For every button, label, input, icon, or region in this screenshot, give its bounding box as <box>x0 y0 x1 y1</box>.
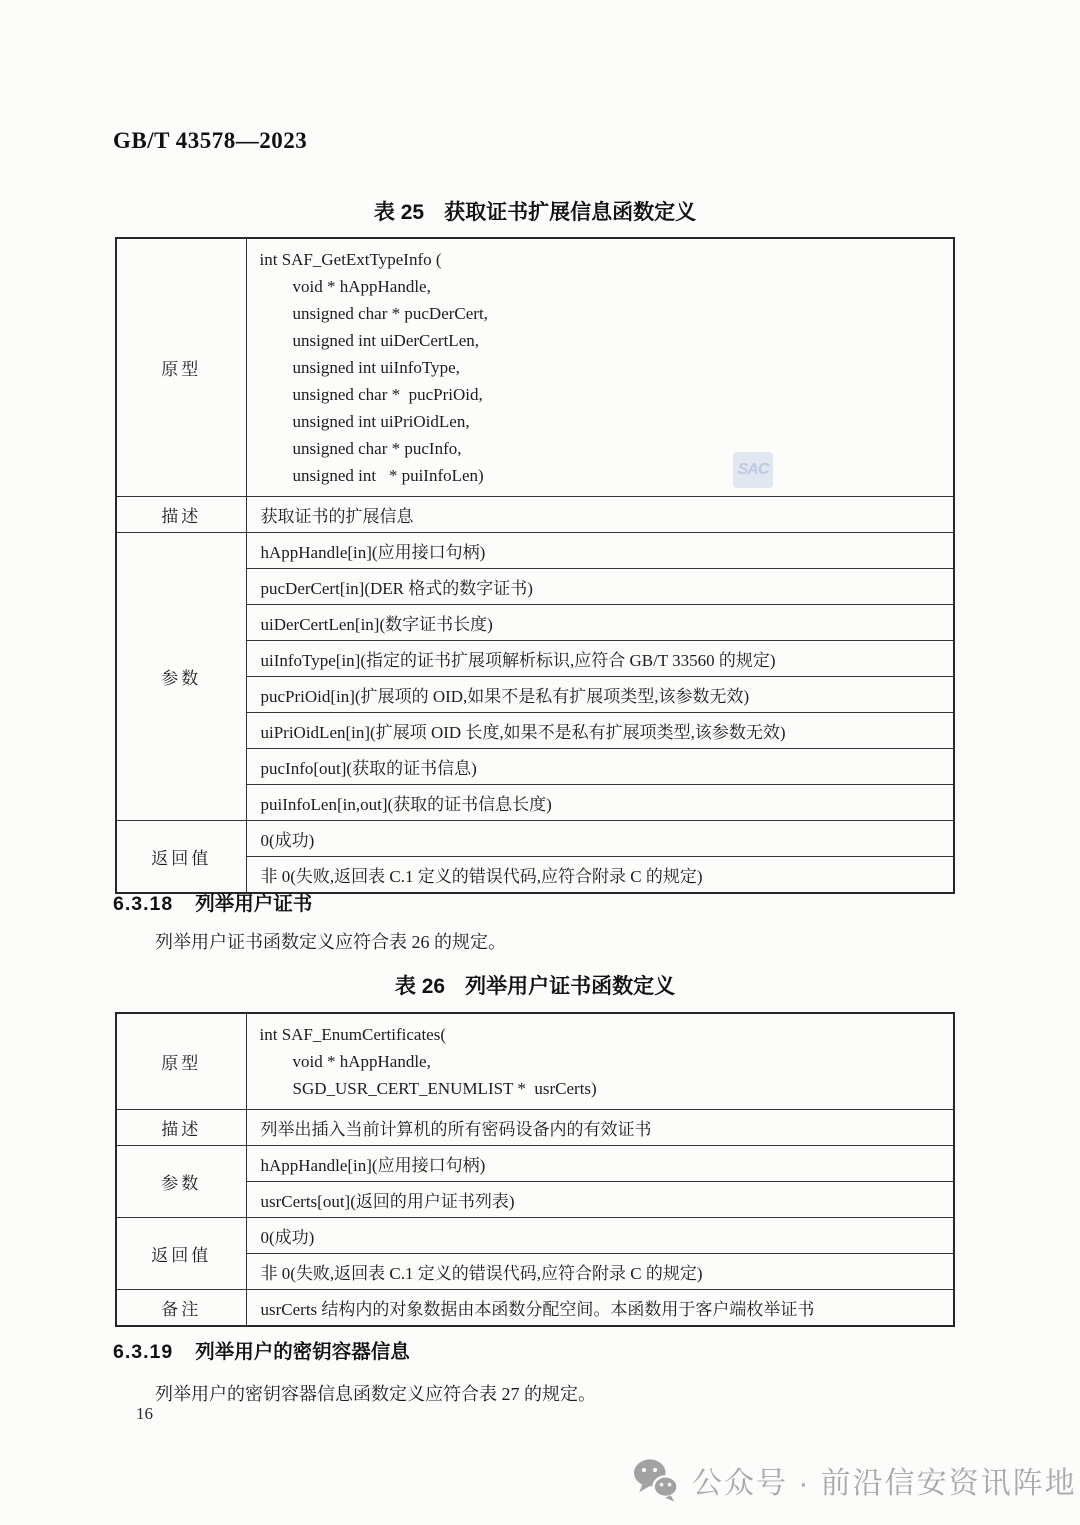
footer-watermark-text: 公众号 · 前沿信安资讯阵地 <box>692 1467 1077 1500</box>
table-row-description <box>116 1110 954 1146</box>
table-row-note <box>116 1290 954 1327</box>
table26-caption-number: 表 26 <box>394 975 446 998</box>
code-line: unsigned char * pucPriOid, <box>292 385 483 404</box>
param-cell: puiInfoLen[in,out](获取的证书信息长度) <box>246 785 954 821</box>
table26-caption <box>115 970 955 1000</box>
note-cell: usrCerts 结构内的对象数据由本函数分配空间。本函数用于客户端枚举证书 <box>246 1290 954 1327</box>
section-number: 6.3.18 <box>113 893 174 915</box>
sac-logo-text: SAC <box>737 461 769 478</box>
table25 <box>115 237 955 894</box>
param-cell: uiDerCertLen[in](数字证书长度) <box>246 605 954 641</box>
param-cell: usrCerts[out](返回的用户证书列表) <box>246 1182 954 1218</box>
description-cell: 列举出插入当前计算机的所有密码设备内的有效证书 <box>246 1110 954 1146</box>
row-label-description: 描述 <box>116 497 246 533</box>
row-label-returns: 返回值 <box>116 821 246 894</box>
paragraph-6-3-19: 列举用户的密钥容器信息函数定义应符合表 27 的规定。 <box>155 1384 596 1404</box>
table-row-param <box>116 1146 954 1182</box>
section-title: 列举用户证书 <box>195 893 313 915</box>
table25-caption-number: 表 25 <box>373 201 425 224</box>
row-label-prototype: 原型 <box>116 238 246 497</box>
table-row-return <box>116 1218 954 1254</box>
table-row-description <box>116 497 954 533</box>
standard-number: GB/T 43578—2023 <box>113 128 308 153</box>
code-line: unsigned int uiDerCertLen, <box>292 331 479 350</box>
row-label-note: 备注 <box>116 1290 246 1327</box>
footer-watermark <box>633 1458 1077 1502</box>
param-cell: uiPriOidLen[in](扩展项 OID 长度,如果不是私有扩展项类型,该参数无效) <box>246 713 954 749</box>
table26-caption-title: 列举用户证书函数定义 <box>465 975 676 998</box>
description-cell: 获取证书的扩展信息 <box>246 497 954 533</box>
row-label-params: 参数 <box>116 533 246 821</box>
row-label-returns: 返回值 <box>116 1218 246 1290</box>
paragraph-6-3-18: 列举用户证书函数定义应符合表 26 的规定。 <box>155 932 506 952</box>
param-cell: uiInfoType[in](指定的证书扩展项解析标识,应符合 GB/T 33560 的规定) <box>246 641 954 677</box>
code-line: unsigned char * pucDerCert, <box>292 304 488 323</box>
code-line: int SAF_GetExtTypeInfo ( <box>259 250 442 269</box>
code-line: SGD_USR_CERT_ENUMLIST * usrCerts) <box>292 1079 597 1098</box>
table-row-param <box>116 533 954 569</box>
page-number: 16 <box>136 1404 153 1423</box>
code-line: void * hAppHandle, <box>292 1052 431 1071</box>
param-cell: pucInfo[out](获取的证书信息) <box>246 749 954 785</box>
table-row-prototype <box>116 1013 954 1110</box>
table26 <box>115 1012 955 1327</box>
sac-logo-watermark <box>733 452 773 488</box>
return-cell: 非 0(失败,返回表 C.1 定义的错误代码,应符合附录 C 的规定) <box>246 1254 954 1290</box>
section-heading-6-3-19 <box>113 1336 410 1364</box>
row-label-description: 描述 <box>116 1110 246 1146</box>
code-line: unsigned int uiPriOidLen, <box>292 412 470 431</box>
return-cell: 0(成功) <box>246 1218 954 1254</box>
section-title: 列举用户的密钥容器信息 <box>195 1341 410 1363</box>
param-cell: pucPriOid[in](扩展项的 OID,如果不是私有扩展项类型,该参数无效) <box>246 677 954 713</box>
table-row-return <box>116 821 954 857</box>
param-cell: pucDerCert[in](DER 格式的数字证书) <box>246 569 954 605</box>
row-label-prototype: 原型 <box>116 1013 246 1110</box>
param-cell: hAppHandle[in](应用接口句柄) <box>246 533 954 569</box>
section-heading-6-3-18 <box>113 888 312 916</box>
prototype-cell <box>246 238 954 497</box>
code-line: unsigned char * pucInfo, <box>292 439 462 458</box>
code-line: unsigned int uiInfoType, <box>292 358 460 377</box>
code-line: unsigned int * puiInfoLen) <box>292 466 484 485</box>
param-cell: hAppHandle[in](应用接口句柄) <box>246 1146 954 1182</box>
table25-caption-title: 获取证书扩展信息函数定义 <box>444 201 697 224</box>
code-line: int SAF_EnumCertificates( <box>259 1025 447 1044</box>
return-cell: 非 0(失败,返回表 C.1 定义的错误代码,应符合附录 C 的规定) <box>246 857 954 894</box>
code-line: void * hAppHandle, <box>292 277 431 296</box>
return-cell: 0(成功) <box>246 821 954 857</box>
prototype-cell <box>246 1013 954 1110</box>
table-row-prototype <box>116 238 954 497</box>
section-number: 6.3.19 <box>113 1341 174 1363</box>
wechat-icon <box>633 1458 679 1502</box>
table25-caption <box>115 196 955 226</box>
row-label-params: 参数 <box>116 1146 246 1218</box>
